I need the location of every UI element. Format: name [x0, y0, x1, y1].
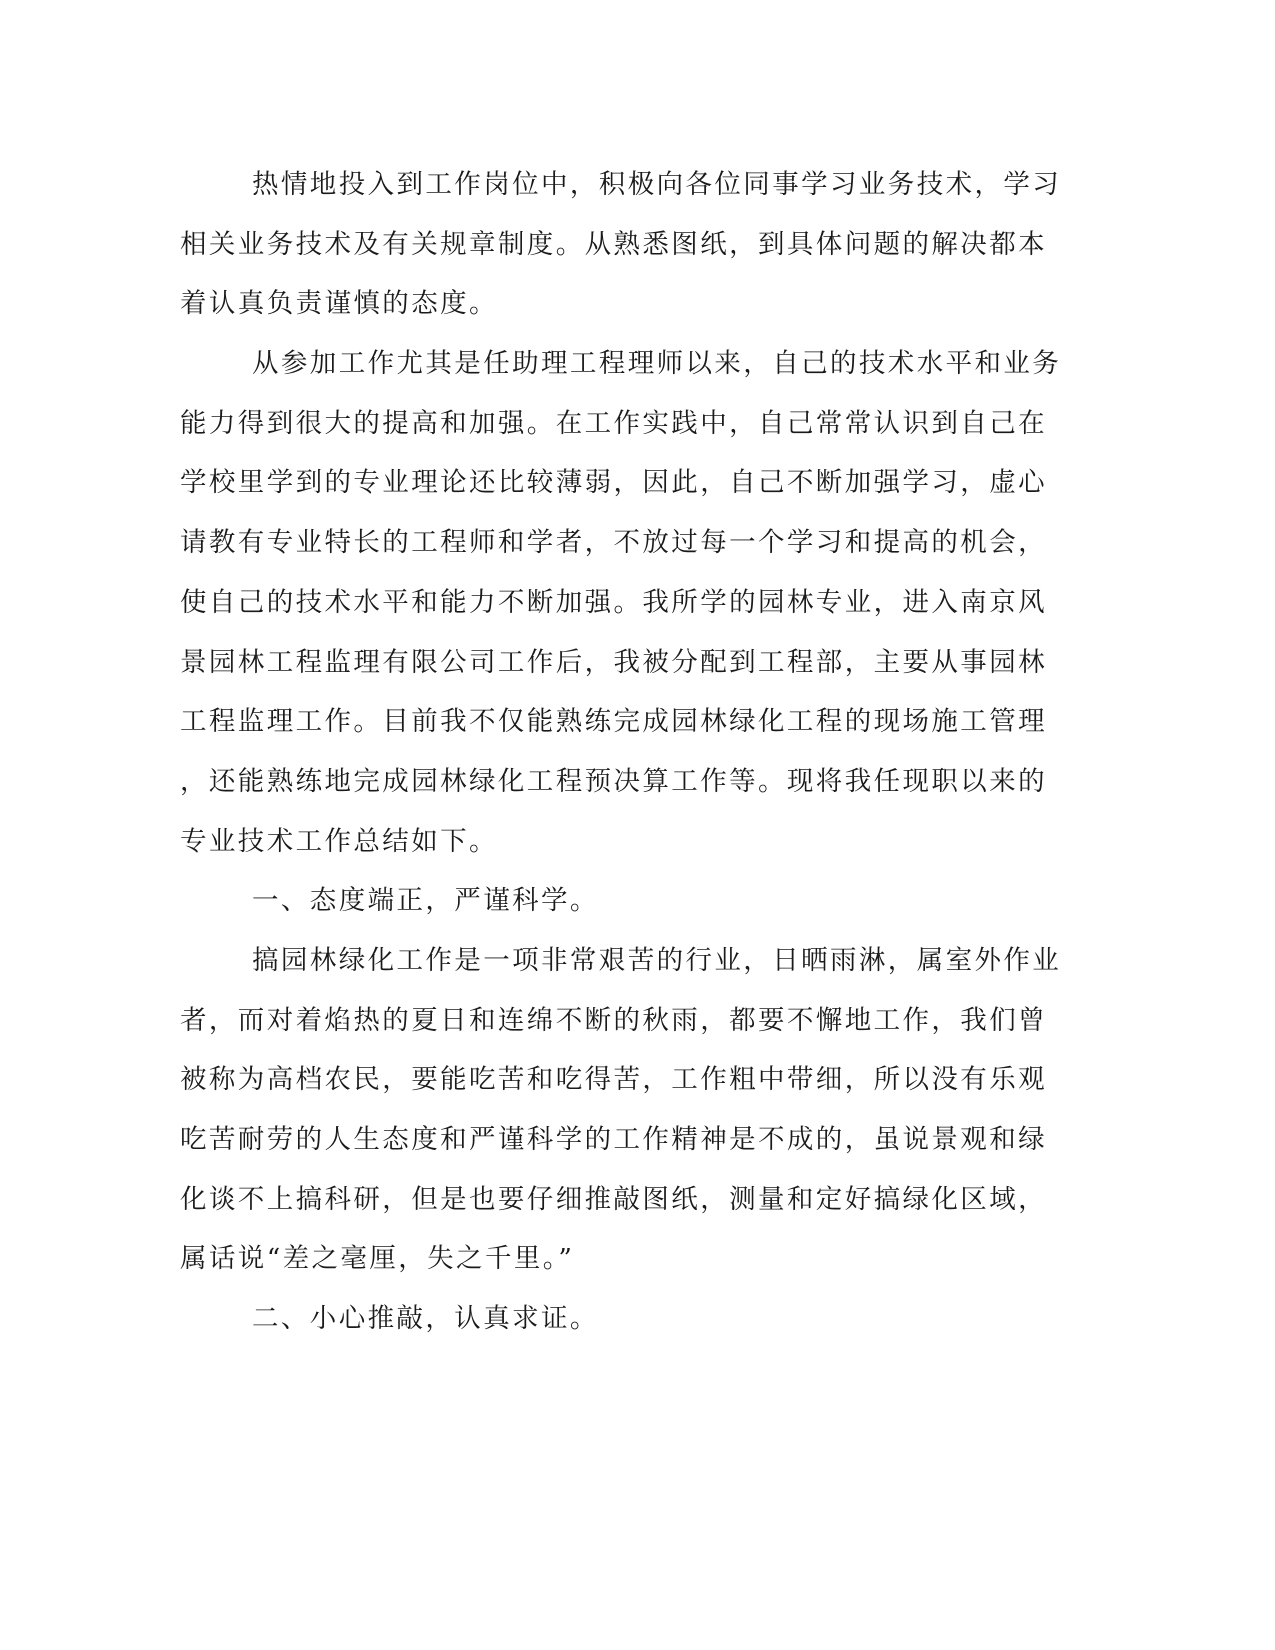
- section-heading: 一、态度端正，严谨科学。: [252, 885, 599, 917]
- text-line: 工程监理工作。目前我不仅能熟练完成园林绿化工程的现场施工管理: [180, 706, 1047, 738]
- text-line: 从参加工作尤其是任助理工程理师以来，自己的技术水平和业务: [252, 348, 1062, 380]
- document-body: [180, 155, 1062, 1349]
- text-line: 能力得到很大的提高和加强。在工作实践中，自己常常认识到自己在: [180, 407, 1047, 439]
- text-line: 吃苦耐劳的人生态度和严谨科学的工作精神是不成的，虽说景观和绿: [180, 1124, 1047, 1155]
- text-line: 被称为高档农民，要能吃苦和吃得苦，工作粗中带细，所以没有乐观: [180, 1064, 1047, 1096]
- text-line: 属话说“差之毫厘，失之千里。”: [180, 1243, 575, 1275]
- text-line: 使自己的技术水平和能力不断加强。我所学的园林专业，进入南京风: [180, 586, 1047, 618]
- text-line: 专业技术工作总结如下。: [180, 825, 498, 857]
- text-line: 着认真负责谨慎的态度。: [180, 288, 498, 320]
- text-line: 学校里学到的专业理论还比较薄弱，因此，自己不断加强学习，虚心: [180, 467, 1047, 499]
- text-line: 者，而对着焰热的夏日和连绵不断的秋雨，都要不懈地工作，我们曾: [180, 1004, 1047, 1036]
- text-line: 化谈不上搞科研，但是也要仔细推敲图纸，测量和定好搞绿化区域，: [180, 1183, 1047, 1215]
- text-line: 相关业务技术及有关规章制度。从熟悉图纸，到具体问题的解决都本: [180, 228, 1047, 260]
- text-line: 请教有专业特长的工程师和学者，不放过每一个学习和提高的机会，: [180, 527, 1047, 559]
- text-line: 热情地投入到工作岗位中，积极向各位同事学习业务技术，学习: [252, 169, 1062, 200]
- text-line: 景园林工程监理有限公司工作后，我被分配到工程部，主要从事园林: [180, 646, 1047, 678]
- text-line: 搞园林绿化工作是一项非常艰苦的行业，日晒雨淋，属室外作业: [252, 944, 1062, 976]
- section-heading: 二、小心推敲，认真求证。: [252, 1303, 599, 1335]
- text-line: ，还能熟练地完成园林绿化工程预决算工作等。现将我任现职以来的: [180, 765, 1047, 797]
